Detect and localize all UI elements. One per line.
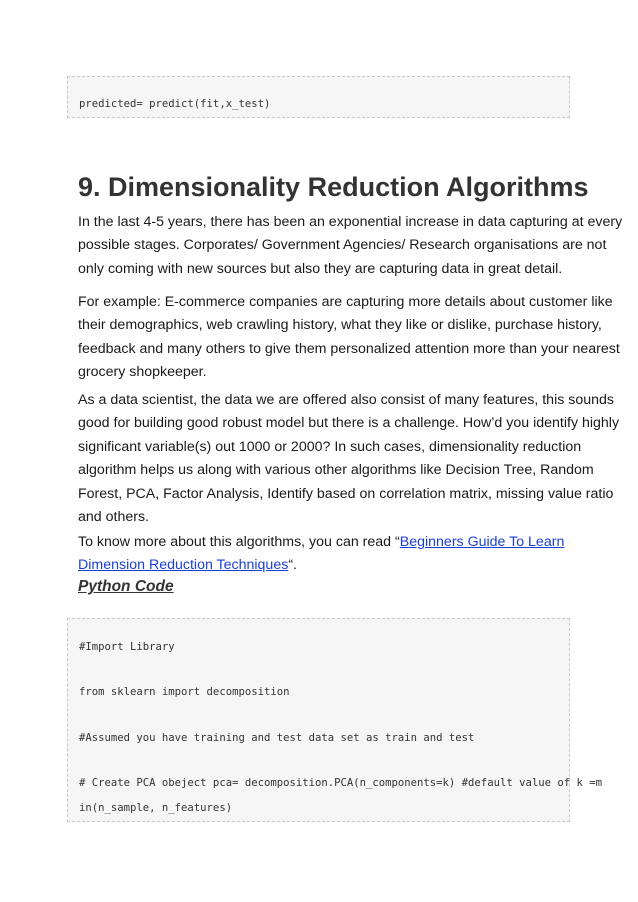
- paragraph-line: As a data scientist, the data we are offered also consist of many features, this sounds: [78, 392, 615, 408]
- paragraph-line: significant variable(s) out 1000 or 2000? In such cases, dimensionality reduction: [78, 438, 582, 455]
- paragraph-line: good for building good robust model but there is a challenge. How’d you identify highly: [78, 415, 620, 432]
- section-heading: 9. Dimensionality Reduction Algorithms: [78, 172, 589, 202]
- code-line: in(n_sample, n_features): [79, 802, 233, 814]
- paragraph-line: their demographics, web crawling history, what they like or dislike, purchase history,: [78, 317, 602, 334]
- code-line: #Assumed you have training and test data set as train and test: [79, 732, 475, 744]
- paragraph-example: [78, 291, 620, 385]
- read-more-suffix: “.: [288, 557, 297, 574]
- paragraph-line: For example: E-commerce companies are capturing more details about customer like: [78, 294, 613, 310]
- paragraph-line: and others.: [78, 508, 149, 525]
- paragraph-line: [78, 531, 565, 554]
- read-more-text: To know more about this algorithms, you can read “: [78, 534, 400, 550]
- python-code-title: Python Code: [78, 578, 174, 595]
- paragraph-line: [78, 554, 561, 577]
- paragraph-line: possible stages. Corporates/ Government Agencies/ Research organisations are not: [78, 237, 607, 254]
- dimension-reduction-link[interactable]: Dimension Reduction Techniques: [78, 557, 289, 574]
- paragraph-line: In the last 4-5 years, there has been an exponential increase in data capturing at every: [78, 214, 623, 230]
- code-block-predict: [67, 76, 570, 118]
- paragraph-line: grocery shopkeeper.: [78, 364, 207, 381]
- paragraph-line: feedback and many others to give them personalized attention more than your nearest: [78, 340, 620, 357]
- code-block-pca: [67, 618, 602, 822]
- paragraph-read-more: [78, 531, 565, 578]
- code-line: # Create PCA obeject pca= decomposition.PCA(n_components=k) #default value of k =m: [79, 777, 602, 789]
- paragraph-line: Forest, PCA, Factor Analysis, Identify based on correlation matrix, missing value ratio: [78, 485, 614, 502]
- paragraph-line: only coming with new sources but also they are capturing data in great detail.: [78, 260, 563, 277]
- beginners-guide-link[interactable]: Beginners Guide To Learn: [399, 534, 565, 550]
- code-line: predicted= predict(fit,x_test): [79, 98, 271, 110]
- paragraph-line: algorithm helps us along with various other algorithms like Decision Tree, Random: [78, 462, 594, 479]
- paragraph-data-scientist: [78, 389, 620, 529]
- code-line: from sklearn import decomposition: [79, 686, 290, 698]
- code-line: #Import Library: [79, 641, 175, 653]
- paragraph-intro: [78, 211, 623, 281]
